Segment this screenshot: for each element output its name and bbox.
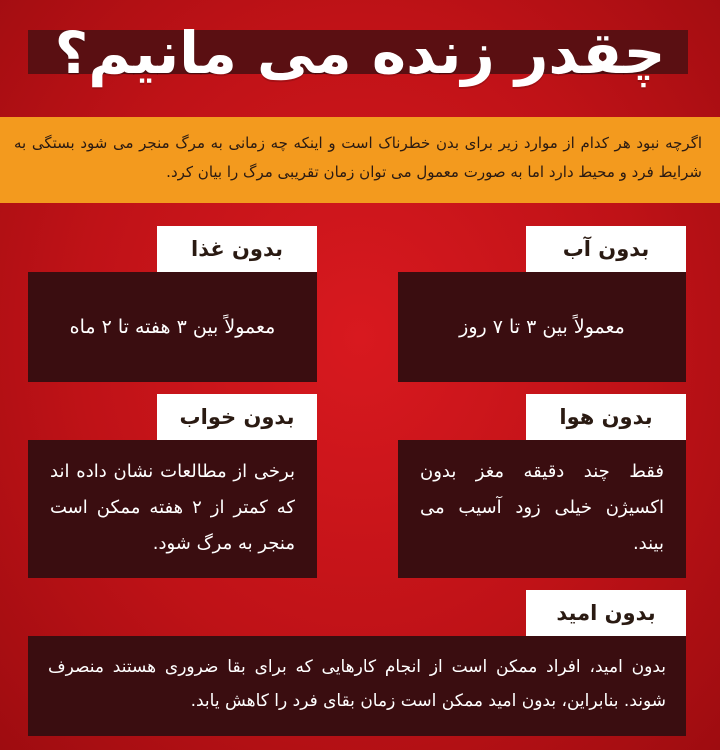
card-label-air: بدون هوا [526,394,686,440]
card-label-water: بدون آب [526,226,686,272]
card-text-hope: بدون امید، افراد ممکن است از انجام کارهایی که برای بقا ضروری هستند منصرف شوند. بنابراین، بدون امید ممکن است زمان بقای فرد را کاهش یابد. [28,636,686,736]
card-text-food: معمولاً بین ۳ هفته تا ۲ ماه [28,272,317,382]
page-title: چقدر زنده می مانیم؟ [54,19,666,87]
card-text-water: معمولاً بین ۳ تا ۷ روز [398,272,686,382]
card-label-hope: بدون امید [526,590,686,636]
card-text-air: فقط چند دقیقه مغز بدون اکسیژن خیلی زود آسیب می بیند. [398,440,686,578]
card-label-food: بدون غذا [157,226,317,272]
card-text-sleep: برخی از مطالعات نشان داده اند که کمتر از ۲ هفته ممکن است منجر به مرگ شود. [28,440,317,578]
intro-text: اگرچه نبود هر کدام از موارد زیر برای بدن خطرناک است و اینکه چه زمانی به مرگ منجر می شود بستگی به شرایط فرد و محیط دارد اما به صورت معمول می توان زمان تقریبی مرگ را بیان کرد. [0,117,720,203]
card-label-sleep: بدون خواب [157,394,317,440]
